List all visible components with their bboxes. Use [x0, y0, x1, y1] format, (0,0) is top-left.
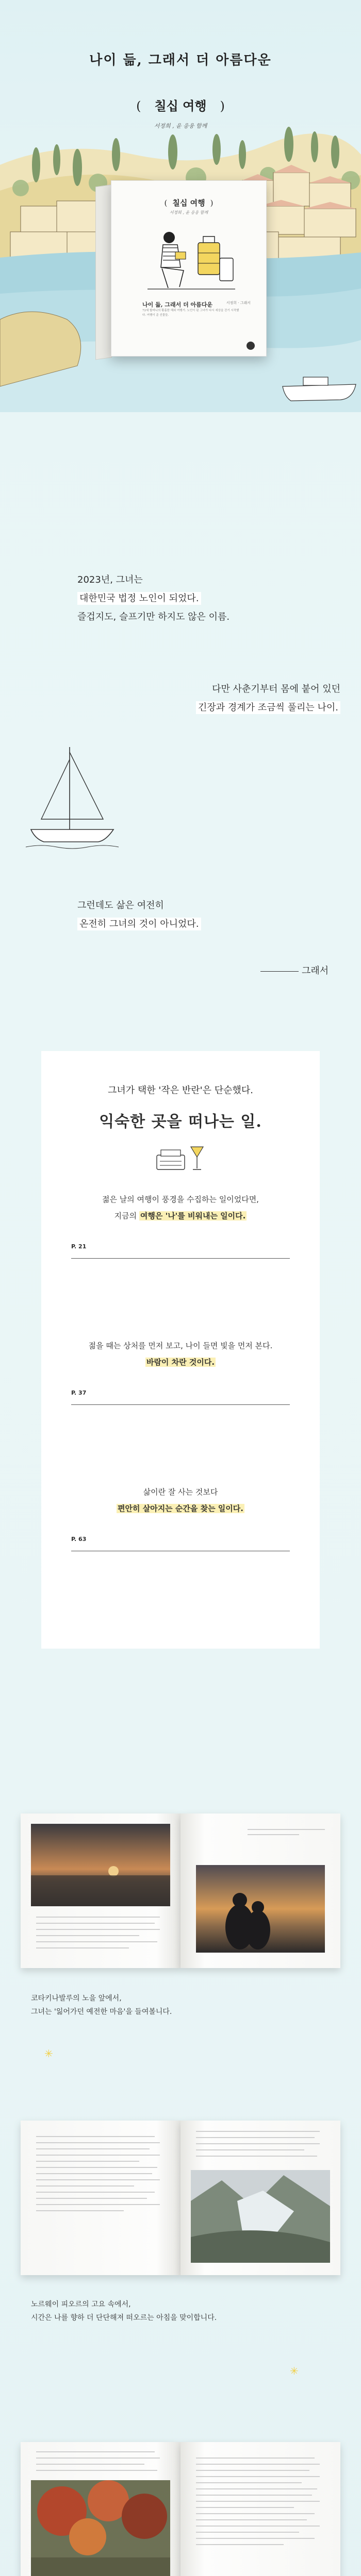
quote-highlight-2: 바람이 차란 것이다.: [146, 1358, 215, 1367]
sparkle-icon: ✳: [290, 2365, 299, 2377]
publisher-logo-icon: [247, 342, 255, 350]
book-publisher: 서정희 · 그래서: [226, 301, 251, 305]
quote-highlight-1: 여행은 '나'를 비워내는 일이다.: [140, 1211, 246, 1221]
sailboat-illustration: [21, 742, 124, 850]
spread-2-caption: 노르웨이 피오르의 고요 속에서, 시간은 나를 향하 더 단단해져 떠오르는 아침을 맞이합니다.: [31, 2300, 217, 2322]
spread-1-caption: 코타키나발루의 노을 앞에서, 그녀는 '잃어가던 예전한 마음'을 들여볼니다.: [31, 1994, 172, 2016]
sparkle-icon: ✳: [44, 2047, 53, 2060]
hero-title: 나이 듦, 그래서 더 아름다운: [89, 53, 272, 68]
book-cover: [95, 180, 266, 361]
spread-2-right-page: [180, 2121, 340, 2275]
couple-sunset-photo: [196, 1865, 325, 1953]
quote-card: [41, 1051, 320, 1649]
intro-highlight-3: 온전히 그녀의 것이 아니었다.: [77, 918, 201, 930]
intro-highlight-2: 긴장과 경계가 조금씩 풀리는 나이.: [196, 701, 340, 714]
page-ref-1: P. 21: [71, 1243, 87, 1250]
intro-paragraph-3: 그런데도 삶은 여전히 온전히 그녀의 것이 아니었다.: [77, 896, 201, 934]
quote-block-1: 젊은 날의 여행이 풍경을 수집하는 일이었다면, 지금의 여행은 '나'를 비워내는 일이다. P. 21: [71, 1191, 290, 1263]
book-tagline: 나이 듦, 그래서 더 아름다운: [142, 301, 213, 308]
intro-highlight-1: 대한민국 법정 노인이 되었다.: [77, 592, 201, 605]
page-ref-3: P. 63: [71, 1536, 87, 1543]
spread-3-left-page: [21, 2442, 180, 2576]
spread-2-left-page: [21, 2121, 180, 2275]
woman-reading-illustration: [147, 222, 235, 294]
book-title: ( 칠십 여행 ): [164, 198, 214, 208]
hero-author: 서정희 , 윤 응웅 함께: [154, 123, 207, 129]
book-front: [111, 180, 267, 357]
autumn-garden-photo: [31, 2480, 170, 2576]
sunset-sea-photo: [31, 1824, 170, 1906]
book-author: 서정희 , 윤 응웅 함께: [169, 210, 208, 215]
quote-block-2: 젊을 때는 상처를 먼저 보고, 나이 들면 빛을 먼저 본다. 바람이 차란 것이다. P. 37: [71, 1337, 290, 1410]
book-spine: [95, 184, 112, 360]
card-title: 익숙한 곳을 떠나는 일.: [99, 1113, 262, 1131]
spread-1-right-page: [180, 1814, 340, 1968]
hero-section: [0, 0, 361, 464]
intro-paragraph-1: 2023년, 그녀는 대한민국 법정 노인이 되었다. 즐겁지도, 슬프기만 하지도 않은 이름.: [77, 574, 230, 622]
book-blurb: 72세 할머니의 황홀한 해외 여행기. 노인이 된 그녀가 다시 세상을 걷기 시작했다. 여행이 준 선물들.: [142, 309, 239, 317]
signoff: 그래서: [260, 963, 329, 977]
fjord-glacier-photo: [191, 2170, 330, 2263]
book-spread-1: [21, 1814, 340, 1968]
typewriter-cocktail-illustration: [155, 1143, 206, 1174]
spread-3-right-page: [180, 2442, 340, 2576]
quote-block-3: 삶이란 잘 사는 것보다 편안히 살아지는 순간을 찾는 일이다. P. 63: [71, 1484, 290, 1556]
hero-subtitle: ( 칠십 여행 ): [136, 98, 225, 113]
spread-1-left-page: [21, 1814, 180, 1968]
book-spread-3: [21, 2442, 340, 2576]
book-spread-2: [21, 2121, 340, 2275]
page-ref-2: P. 37: [71, 1389, 87, 1396]
quote-highlight-3: 편안히 살아지는 순간을 찾는 일이다.: [118, 1504, 243, 1513]
intro-paragraph-2: 다만 사춘기부터 몸에 붙어 있던 긴장과 경계가 조금씩 풀리는 나이.: [196, 680, 340, 717]
card-lead: 그녀가 택한 '작은 반란'은 단순했다.: [108, 1085, 253, 1096]
